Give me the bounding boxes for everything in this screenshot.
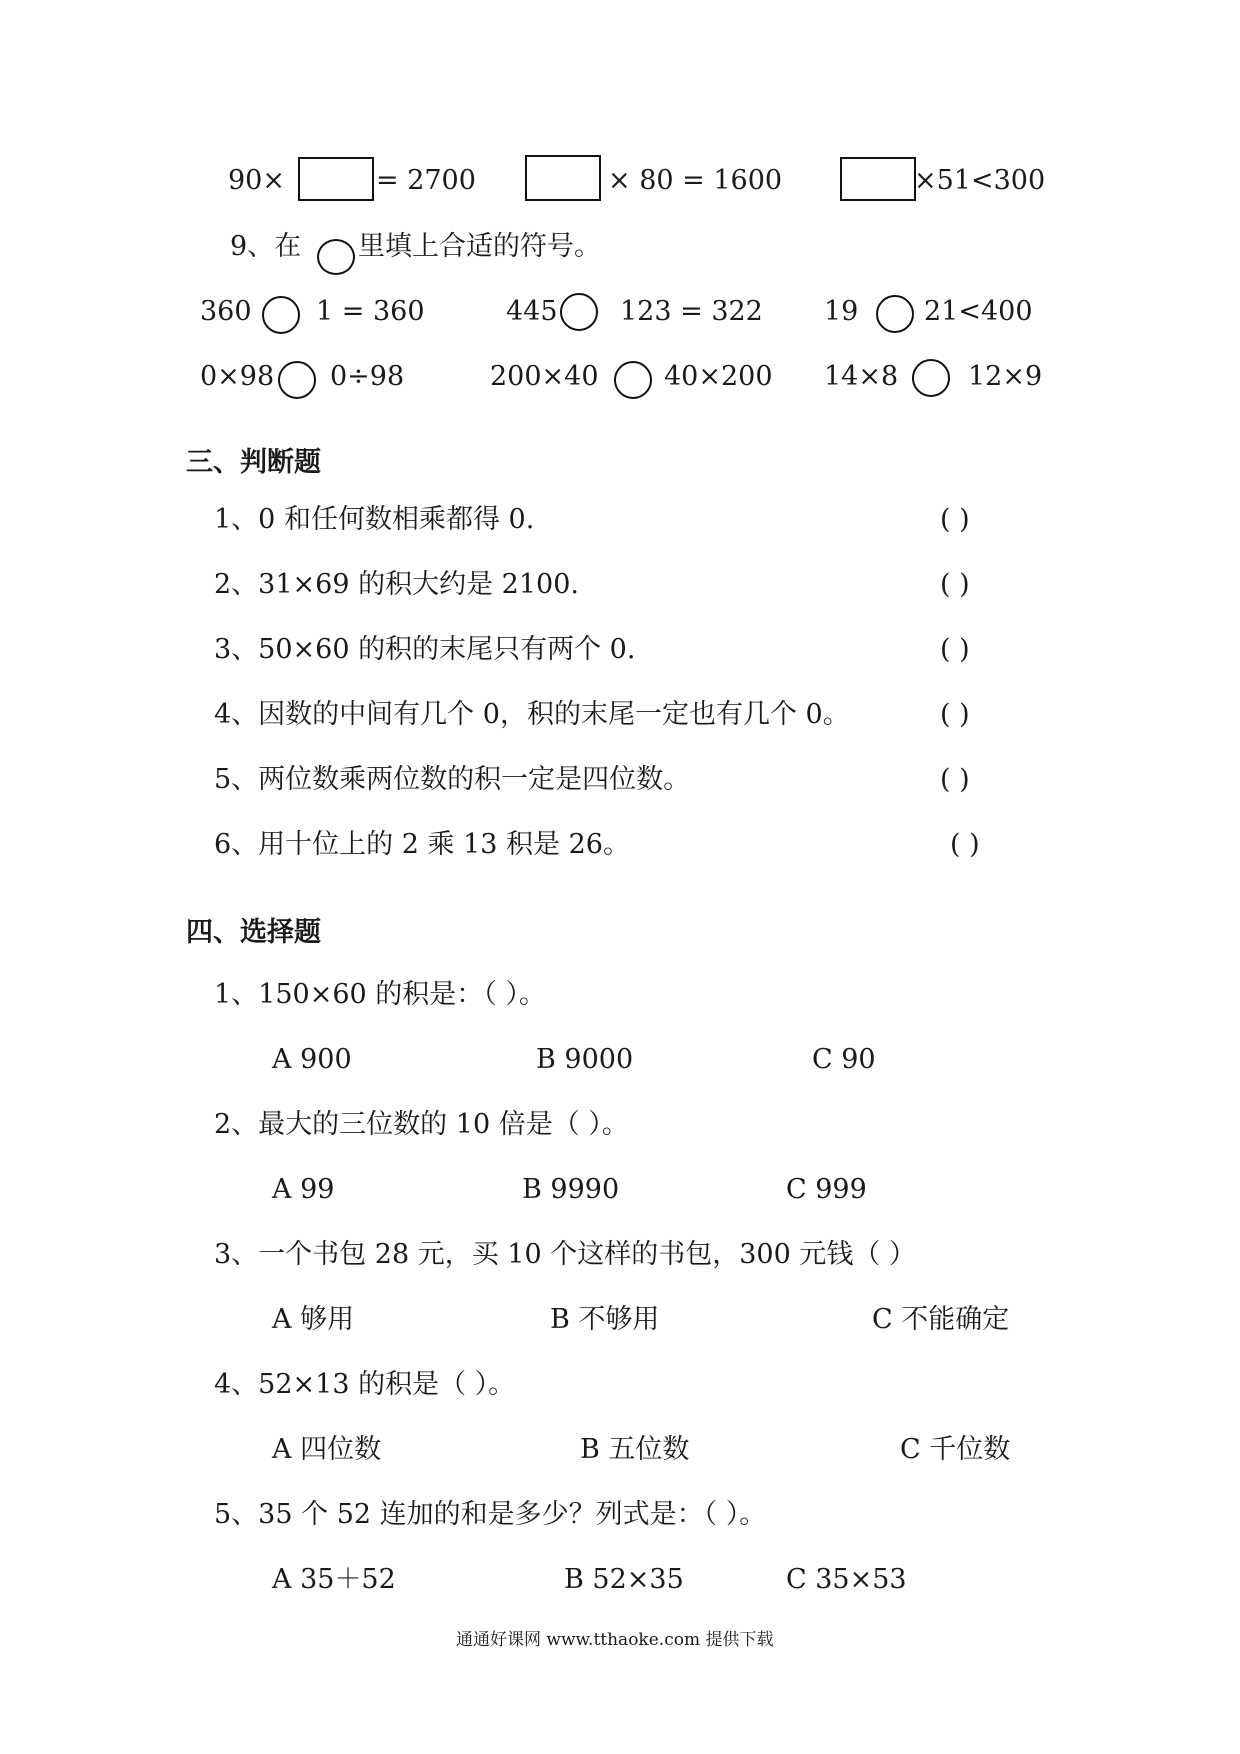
choice-question-3: 3、一个书包 28 元，买 10 个这样的书包，300 元钱（ ） (214, 1239, 916, 1270)
judge-paren-4[interactable]: ( ) (940, 699, 970, 730)
section-title-judge: 三、判断题 (186, 447, 321, 478)
eq-row-a-c1-right: = 2700 (376, 165, 476, 196)
answer-box-2[interactable] (525, 155, 601, 201)
answer-box-1[interactable] (298, 157, 374, 201)
judge-paren-5[interactable]: ( ) (940, 764, 970, 795)
eq-row-c-c2-left: 200×40 (490, 361, 599, 392)
eq-row-a-c1-left: 90× (228, 165, 285, 196)
judge-item-2: 2、31×69 的积大约是 2100. (214, 569, 579, 600)
choice-5-option-b[interactable]: B 52×35 (564, 1564, 684, 1595)
choice-1-option-c[interactable]: C 90 (812, 1044, 876, 1075)
choice-1-option-a[interactable]: A 900 (272, 1044, 352, 1075)
eq-row-c-c1-right: 0÷98 (330, 361, 405, 392)
eq-row-c-c2-right: 40×200 (664, 361, 773, 392)
answer-box-3[interactable] (840, 157, 916, 201)
choice-question-4: 4、52×13 的积是（ ）。 (214, 1369, 516, 1400)
eq-row-b-c3-right: 21<400 (924, 296, 1033, 327)
choice-2-option-b[interactable]: B 9990 (522, 1174, 620, 1205)
judge-item-6: 6、用十位上的 2 乘 13 积是 26。 (214, 829, 630, 860)
eq-row-c-c3-right: 12×9 (968, 361, 1043, 392)
choice-question-1: 1、150×60 的积是：（ ）。 (214, 979, 546, 1010)
judge-item-1: 1、0 和任何数相乘都得 0. (214, 504, 535, 535)
symbol-circle-c2[interactable] (614, 361, 652, 399)
judge-item-5: 5、两位数乘两位数的积一定是四位数。 (214, 764, 691, 795)
symbol-circle-c3[interactable] (912, 359, 950, 397)
judge-paren-3[interactable]: ( ) (940, 634, 970, 665)
symbol-circle-b2[interactable] (560, 293, 598, 331)
circle-symbol-example (317, 239, 355, 275)
symbol-circle-b1[interactable] (262, 296, 300, 334)
choice-5-option-c[interactable]: C 35×53 (786, 1564, 907, 1595)
section-title-choice: 四、选择题 (186, 917, 321, 948)
choice-3-option-b[interactable]: B 不够用 (550, 1304, 660, 1335)
choice-4-option-c[interactable]: C 千位数 (900, 1434, 1011, 1465)
eq-row-b-c1-right: 1 = 360 (316, 296, 425, 327)
eq-row-a-c3-right: ×51<300 (914, 165, 1046, 196)
eq-row-b-c2-left: 445 (506, 296, 558, 327)
judge-paren-6[interactable]: ( ) (950, 829, 980, 860)
q9-prefix: 9、在 (230, 231, 302, 262)
judge-paren-2[interactable]: ( ) (940, 569, 970, 600)
eq-row-a-c2-right: × 80 = 1600 (608, 165, 783, 196)
q9-suffix: 里填上合适的符号。 (358, 231, 601, 262)
choice-4-option-b[interactable]: B 五位数 (580, 1434, 690, 1465)
eq-row-c-c3-left: 14×8 (824, 361, 899, 392)
choice-3-option-c[interactable]: C 不能确定 (872, 1304, 1010, 1335)
page-footer: 通通好课网 www.tthaoke.com 提供下载 (456, 1630, 774, 1650)
choice-2-option-c[interactable]: C 999 (786, 1174, 867, 1205)
choice-question-5: 5、35 个 52 连加的和是多少？列式是：（ ）。 (214, 1499, 767, 1530)
eq-row-b-c1-left: 360 (200, 296, 252, 327)
eq-row-b-c3-left: 19 (824, 296, 859, 327)
symbol-circle-b3[interactable] (876, 295, 914, 333)
symbol-circle-c1[interactable] (278, 361, 316, 399)
judge-item-3: 3、50×60 的积的末尾只有两个 0. (214, 634, 636, 665)
choice-2-option-a[interactable]: A 99 (272, 1174, 335, 1205)
eq-row-b-c2-right: 123 = 322 (620, 296, 763, 327)
choice-5-option-a[interactable]: A 35＋52 (272, 1564, 396, 1595)
eq-row-c-c1-left: 0×98 (200, 361, 275, 392)
choice-question-2: 2、最大的三位数的 10 倍是（ ）。 (214, 1109, 629, 1140)
judge-item-4: 4、因数的中间有几个 0，积的末尾一定也有几个 0。 (214, 699, 850, 730)
choice-1-option-b[interactable]: B 9000 (536, 1044, 634, 1075)
choice-3-option-a[interactable]: A 够用 (272, 1304, 355, 1335)
judge-paren-1[interactable]: ( ) (940, 504, 970, 535)
choice-4-option-a[interactable]: A 四位数 (272, 1434, 382, 1465)
